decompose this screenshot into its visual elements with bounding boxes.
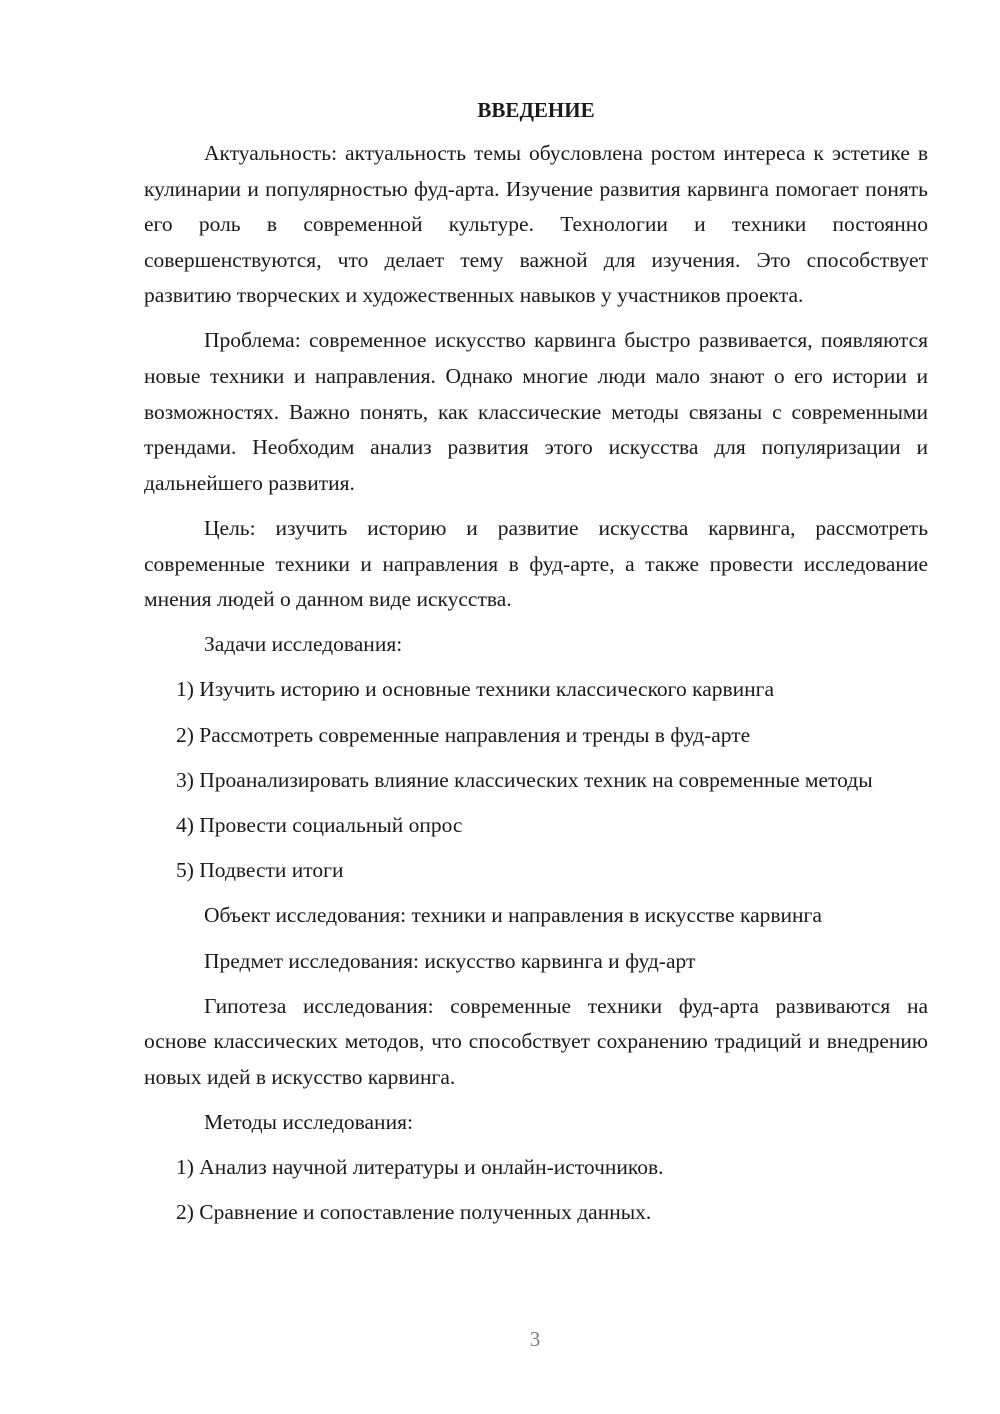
task-item: 1) Изучить историю и основные техники классического карвинга (176, 677, 775, 702)
methods-heading: Методы исследования: (204, 1110, 413, 1134)
research-object: Объект исследования: техники и направления в искусстве карвинга (204, 903, 822, 928)
task-item: 5) Подвести итоги (176, 858, 344, 883)
tasks-heading: Задачи исследования: (204, 632, 403, 657)
relevance-paragraph: Актуальность: актуальность темы обусловлена ростом интереса к эстетике в кулинарии и популярностью фуд-арта. Изучение развития карвинга помогает понять его роль в современной культуре. Технологии и техники постоянно совершенствуются, что делает тему важной для изучения. Это способствует развитию творческих и художественных навыков у участников проекта. (144, 141, 928, 308)
section-title: ВВЕДЕНИЕ (477, 98, 595, 122)
tasks-list (144, 672, 928, 888)
task-item: 4) Провести социальный опрос (176, 812, 463, 837)
method-item: 2) Сравнение и сопоставление полученных данных. (176, 1200, 652, 1225)
document-page (144, 90, 928, 1241)
task-item: 2) Рассмотреть современные направления и тренды в фуд-арте (176, 722, 751, 747)
method-item: 1) Анализ научной литературы и онлайн-источников. (176, 1155, 664, 1180)
methods-list (144, 1150, 928, 1231)
problem-paragraph: Проблема: современное искусство карвинга быстро развивается, появляются новые техники и направления. Однако многие люди мало знают о его истории и возможностях. Важно понять, как классические методы связаны с современными трендами. Необходим анализ развития этого искусства для популяризации и дальнейшего развития. (144, 328, 928, 495)
page-number: 3 (529, 1327, 541, 1351)
research-subject: Предмет исследования: искусство карвинга и фуд-арт (204, 948, 696, 973)
hypothesis-paragraph: Гипотеза исследования: современные техники фуд-арта развиваются на основе классических методов, что способствует сохранению традиций и внедрению новых идей в искусство карвинга. (144, 993, 928, 1089)
task-item: 3) Проанализировать влияние классических техник на современные методы (176, 767, 873, 792)
goal-paragraph: Цель: изучить историю и развитие искусства карвинга, рассмотреть современные техники и направления в фуд-арте, а также провести исследование мнения людей о данном виде искусства. (144, 515, 928, 612)
